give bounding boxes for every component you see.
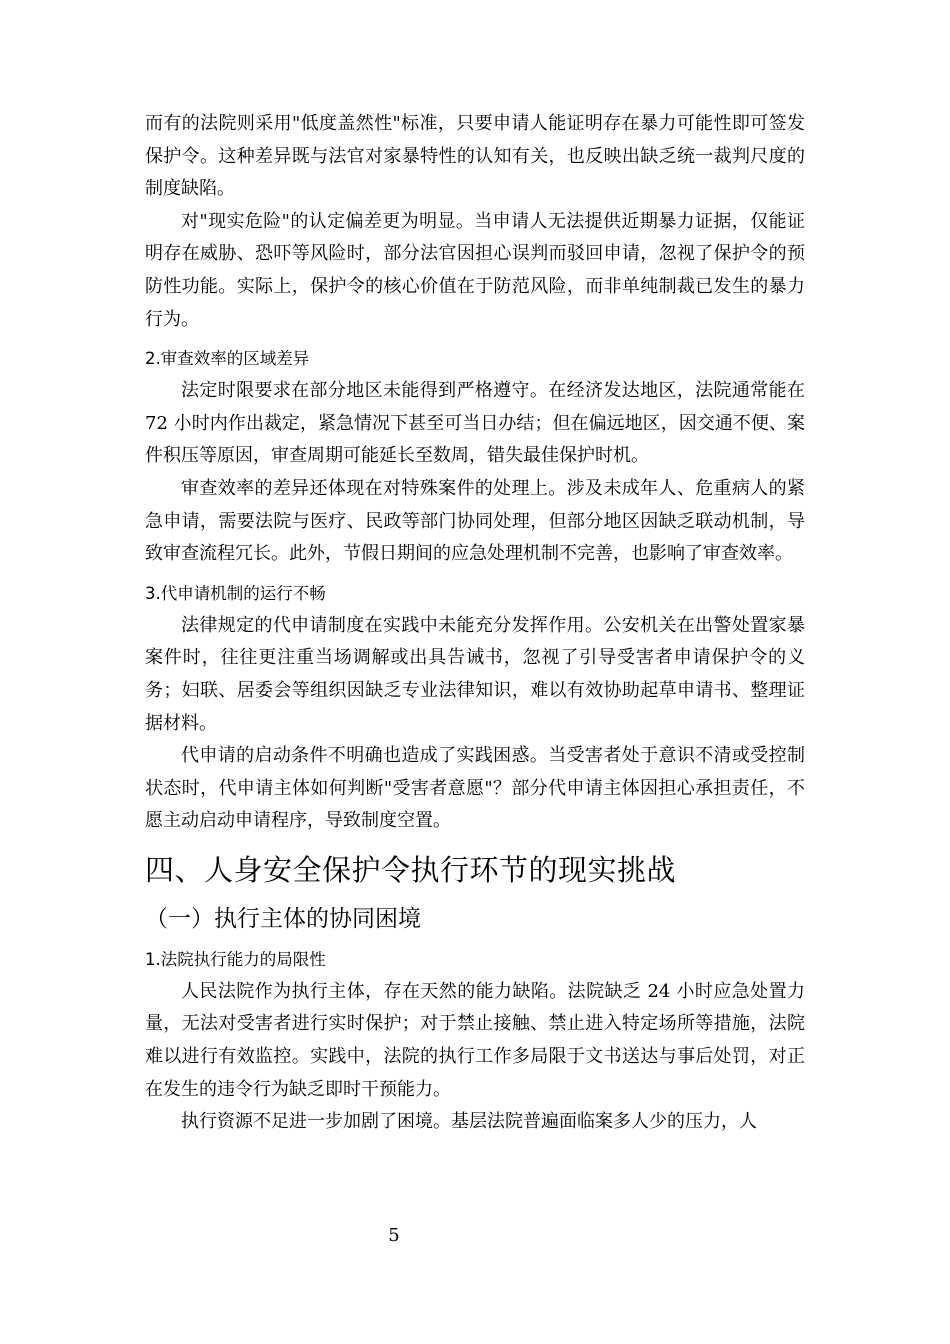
paragraph: 法定时限要求在部分地区未能得到严格遵守。在经济发达地区，法院通常能在 72 小时内作出裁定，紧急情况下甚至可当日办结；但在偏远地区，因交通不便、案件积压等原因，审查周期可能延长至数周，错失最佳保护时机。 bbox=[145, 380, 805, 467]
document-page bbox=[145, 108, 805, 1139]
paragraph: 法律规定的代申请制度在实践中未能充分发挥作用。公安机关在出警处置家暴案件时，往往更注重当场调解或出具告诫书，忽视了引导受害者申请保护令的义务；妇联、居委会等组织因缺乏专业法律知识，难以有效协助起草申请书、整理证据材料。 bbox=[145, 614, 805, 734]
paragraph-continued: 而有的法院则采用"低度盖然性"标准，只要申请人能证明存在暴力可能性即可签发保护令。这种差异既与法官对家暴特性的认知有关，也反映出缺乏统一裁判尺度的制度缺陷。 bbox=[145, 113, 805, 200]
subsection-heading: 1.法院执行能力的局限性 bbox=[145, 949, 326, 969]
subsection-heading: 2.审查效率的区域差异 bbox=[145, 349, 310, 369]
paragraph: 人民法院作为执行主体，存在天然的能力缺陷。法院缺乏 24 小时应急处置力量，无法对受害者进行实时保护；对于禁止接触、禁止进入特定场所等措施，法院难以进行有效监控。实践中，法院的执行工作多局限于文书送达与事后处罚，对正在发生的违令行为缺乏即时干预能力。 bbox=[145, 980, 805, 1100]
paragraph-truncated: 执行资源不足进一步加剧了困境。基层法院普遍面临案多人少的压力，人 bbox=[181, 1111, 757, 1133]
section-heading: （一）执行主体的协同困境 bbox=[145, 905, 421, 932]
paragraph: 对"现实危险"的认定偏差更为明显。当申请人无法提供近期暴力证据，仅能证明存在威胁、恐吓等风险时，部分法官因担心误判而驳回申请，忽视了保护令的预防性功能。实际上，保护令的核心价值在于防范风险，而非单纯制裁已发生的暴力行为。 bbox=[145, 210, 805, 330]
paragraph: 审查效率的差异还体现在对特殊案件的处理上。涉及未成年人、危重病人的紧急申请，需要法院与医疗、民政等部门协同处理，但部分地区因缺乏联动机制，导致审查流程冗长。此外，节假日期间的应急处理机制不完善，也影响了审查效率。 bbox=[145, 477, 805, 565]
chapter-heading: 四、人身安全保护令执行环节的现实挑战 bbox=[145, 852, 677, 887]
subsection-heading: 3.代申请机制的运行不畅 bbox=[145, 583, 326, 603]
page-number: 5 bbox=[388, 1225, 400, 1246]
paragraph: 代申请的启动条件不明确也造成了实践困惑。当受害者处于意识不清或受控制状态时，代申请主体如何判断"受害者意愿"？部分代申请主体因担心承担责任，不愿主动启动申请程序，导致制度空置。 bbox=[145, 745, 805, 832]
